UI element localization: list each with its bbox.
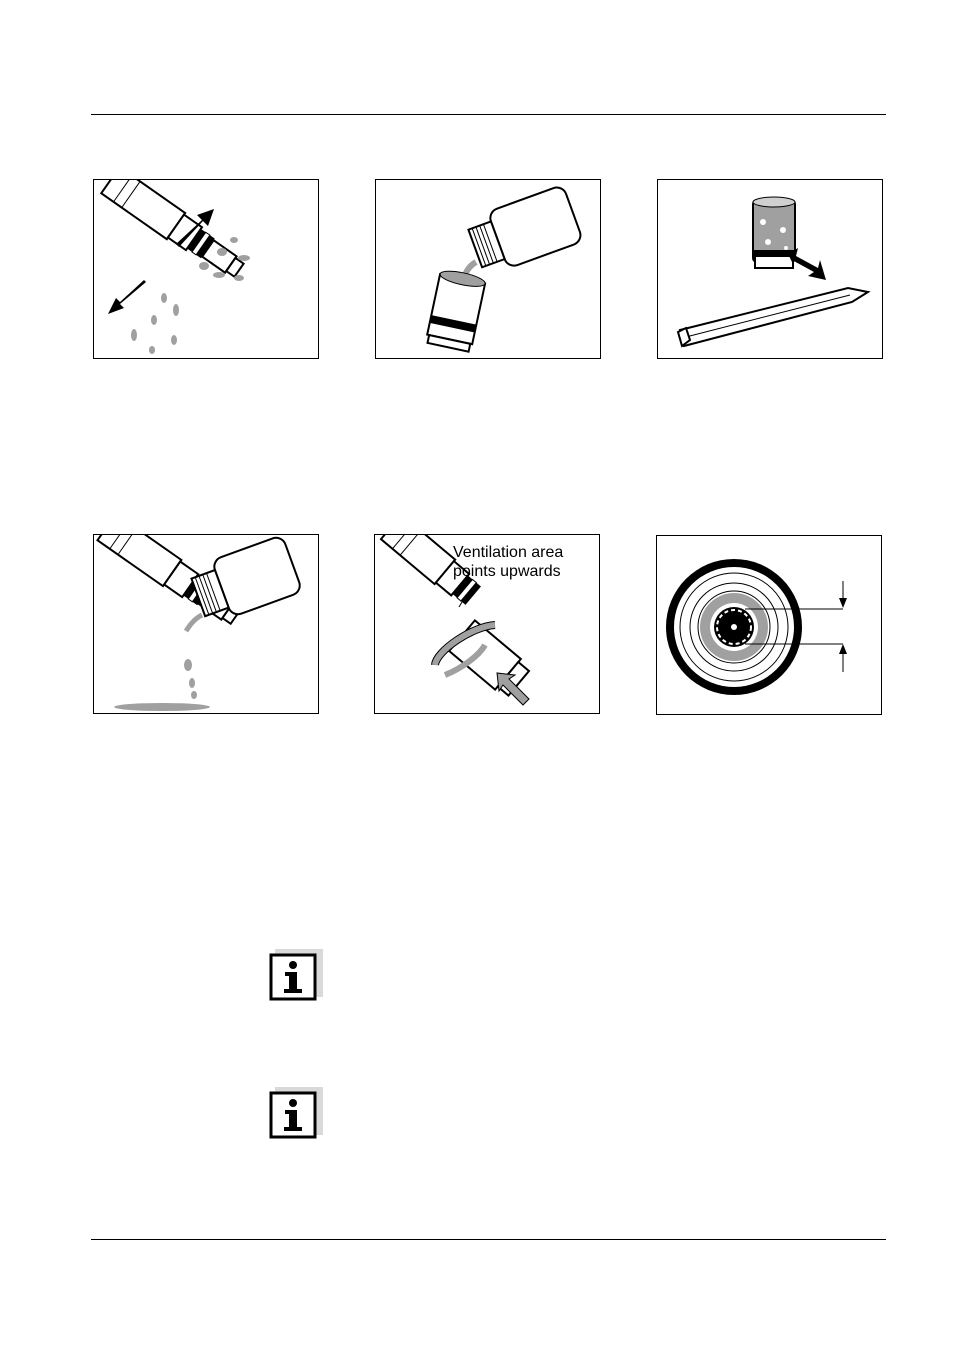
membrane-top-view-icon <box>657 536 883 716</box>
info-note-1 <box>269 949 323 1003</box>
figure-screw-on-cap <box>374 534 600 714</box>
figure-shake-electrode <box>93 179 319 359</box>
figure-tap-cap <box>657 179 883 359</box>
fill-electrode-icon <box>94 535 320 715</box>
info-icon <box>269 949 323 1003</box>
tap-membrane-cap-icon <box>658 180 884 360</box>
figure-fill-electrode <box>93 534 319 714</box>
electrode-shake-icon <box>94 180 320 360</box>
figure-pour-electrolyte <box>375 179 601 359</box>
info-note-2 <box>269 1087 323 1141</box>
footer-rule <box>91 1239 886 1240</box>
header-rule <box>91 114 886 115</box>
info-icon <box>269 1087 323 1141</box>
figure-caption <box>453 543 563 581</box>
pour-electrolyte-icon <box>376 180 602 360</box>
figure-membrane-top-view <box>656 535 882 715</box>
caption-line-2: points upwards <box>453 563 561 580</box>
caption-line-1: Ventilation area <box>453 544 564 561</box>
